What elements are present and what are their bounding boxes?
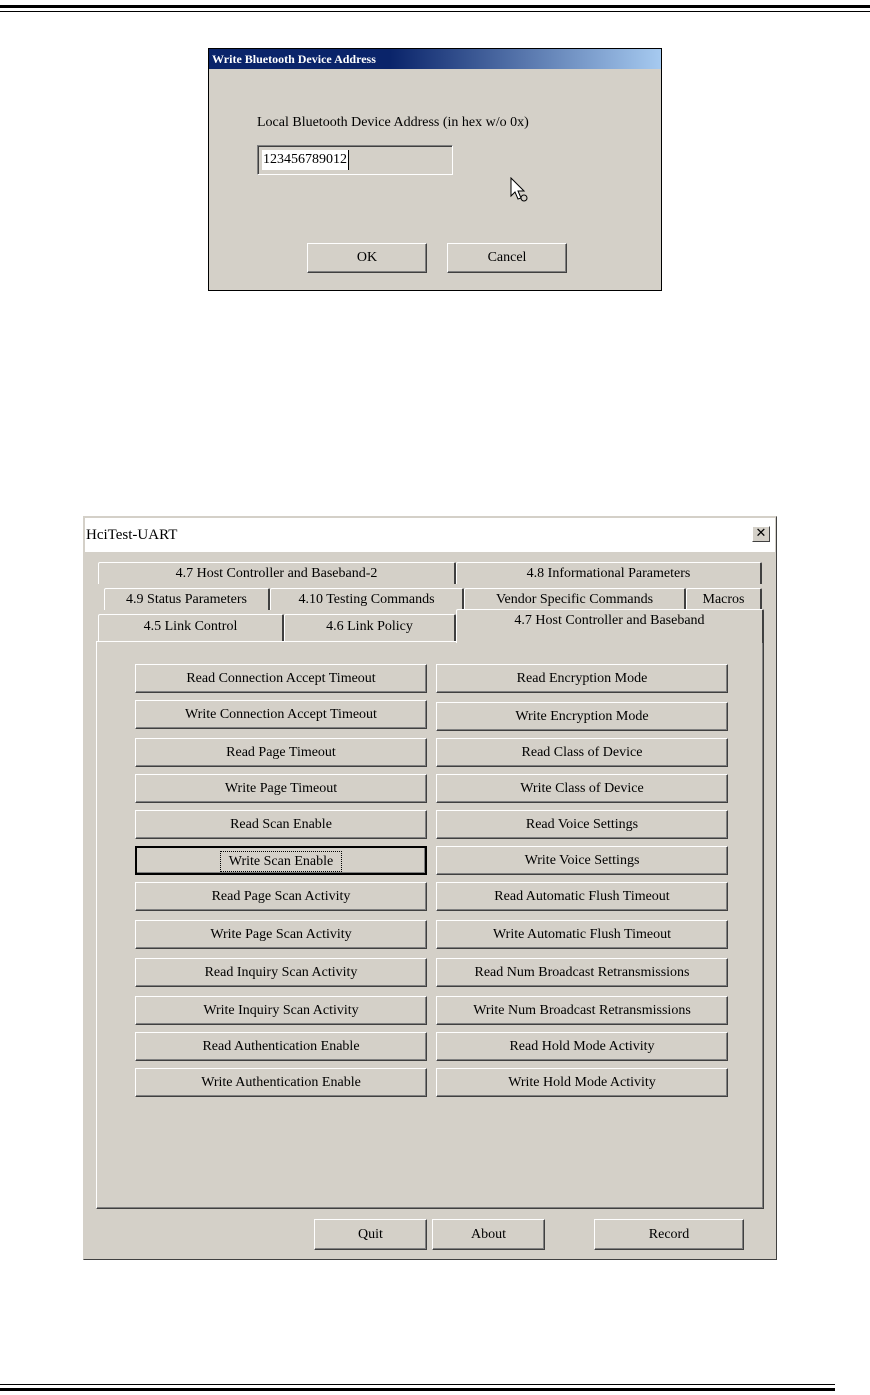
tab-link-policy[interactable] [284,614,456,641]
ok-button[interactable]: OK [307,243,427,273]
tab-status-parameters[interactable] [104,588,270,610]
read-scan-enable-button[interactable]: Read Scan Enable [135,810,427,839]
tab-vendor-specific-commands[interactable] [464,588,686,610]
read-class-of-device-button[interactable]: Read Class of Device [436,738,728,767]
tab-label: 4.6 Link Policy [326,619,413,634]
write-class-of-device-button[interactable]: Write Class of Device [436,774,728,803]
window-title: HciTest-UART [85,518,775,552]
read-authentication-enable-button[interactable]: Read Authentication Enable [135,1032,427,1061]
address-input[interactable] [257,145,453,175]
cancel-button[interactable]: Cancel [447,243,567,273]
hcitest-window [83,516,777,1260]
address-value: 123456789012 [262,150,349,170]
read-num-broadcast-retransmissions-button[interactable]: Read Num Broadcast Retransmissions [436,958,728,987]
close-icon[interactable]: ✕ [752,526,770,542]
tab-label: Macros [702,592,745,607]
tab-label: 4.9 Status Parameters [126,592,247,607]
read-hold-mode-activity-button[interactable]: Read Hold Mode Activity [436,1032,728,1061]
write-scan-enable-button[interactable] [135,846,427,875]
tab-panel [96,641,764,1209]
tab-link-control[interactable] [98,614,284,641]
page-top-rule-thin [0,11,870,12]
record-button[interactable]: Record [594,1219,744,1250]
read-voice-settings-button[interactable]: Read Voice Settings [436,810,728,839]
write-page-scan-activity-button[interactable]: Write Page Scan Activity [135,920,427,949]
tab-informational-parameters[interactable] [456,562,762,584]
tab-label: 4.10 Testing Commands [298,592,435,607]
read-page-timeout-button[interactable]: Read Page Timeout [135,738,427,767]
tab-label: 4.8 Informational Parameters [526,566,691,581]
write-encryption-mode-button[interactable]: Write Encryption Mode [436,702,728,731]
tab-host-controller-baseband-2[interactable] [98,562,456,584]
mouse-pointer-icon [509,177,531,203]
write-connection-accept-timeout-button[interactable]: Write Connection Accept Timeout [135,700,427,729]
tab-label: Vendor Specific Commands [495,592,654,607]
write-inquiry-scan-activity-button[interactable]: Write Inquiry Scan Activity [135,996,427,1025]
read-automatic-flush-timeout-button[interactable]: Read Automatic Flush Timeout [436,882,728,911]
focused-button-label: Write Scan Enable [223,854,339,869]
page-bottom-rule [0,1388,835,1391]
read-encryption-mode-button[interactable]: Read Encryption Mode [436,664,728,693]
tab-label: 4.5 Link Control [143,619,238,634]
write-address-dialog [208,48,662,291]
write-num-broadcast-retransmissions-button[interactable]: Write Num Broadcast Retransmissions [436,996,728,1025]
write-voice-settings-button[interactable]: Write Voice Settings [436,846,728,875]
tab-host-controller-baseband[interactable] [456,609,764,643]
tab-label: 4.7 Host Controller and Baseband-2 [175,566,378,581]
about-button[interactable]: About [432,1219,545,1250]
quit-button[interactable]: Quit [314,1219,427,1250]
write-authentication-enable-button[interactable]: Write Authentication Enable [135,1068,427,1097]
address-label: Local Bluetooth Device Address (in hex w/o 0x) [257,115,529,130]
read-page-scan-activity-button[interactable]: Read Page Scan Activity [135,882,427,911]
tab-macros[interactable] [686,588,762,610]
read-inquiry-scan-activity-button[interactable]: Read Inquiry Scan Activity [135,958,427,987]
page-bottom-rule-thin [0,1384,835,1385]
page-top-rule [0,5,870,8]
write-hold-mode-activity-button[interactable]: Write Hold Mode Activity [436,1068,728,1097]
write-page-timeout-button[interactable]: Write Page Timeout [135,774,427,803]
dialog-title: Write Bluetooth Device Address [209,49,661,69]
tab-testing-commands[interactable] [270,588,464,610]
write-automatic-flush-timeout-button[interactable]: Write Automatic Flush Timeout [436,920,728,949]
read-connection-accept-timeout-button[interactable]: Read Connection Accept Timeout [135,664,427,693]
tab-label: 4.7 Host Controller and Baseband [514,613,705,628]
